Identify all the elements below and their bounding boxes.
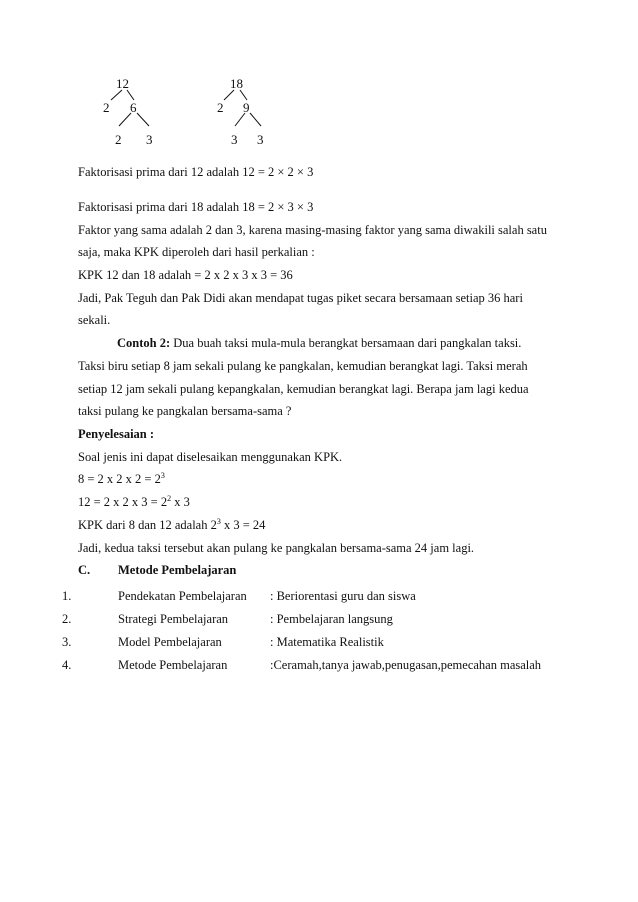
method-label: Model Pembelajaran (118, 635, 222, 649)
tree12-branch-right (127, 90, 134, 100)
fact12-line: Faktorisasi prima dari 12 adalah 12 = 2 × 2 × 3 (78, 165, 314, 179)
tree12-branch-left (111, 90, 122, 100)
method-value: :Ceramah,tanya jawab,penugasan,pemecahan masalah (270, 658, 542, 672)
contoh-text: Dua buah taksi mula-mula berangkat bersamaan dari pangkalan taksi. (170, 336, 522, 350)
jadi-line-2: sekali. (78, 313, 111, 327)
factor-tree-lines (0, 0, 638, 160)
tree18-leaf-a: 3 (231, 132, 238, 147)
tree12-mid: 6 (130, 100, 137, 115)
tree18-branch-right (240, 90, 247, 100)
jadi-line-1: Jadi, Pak Teguh dan Pak Didi akan mendapat tugas piket secara bersamaan setiap 36 hari (78, 291, 523, 305)
kpk2-tail: x 3 = 24 (220, 518, 266, 532)
method-label: Pendekatan Pembelajaran (118, 589, 247, 603)
method-value: : Beriorentasi guru dan siswa (270, 589, 416, 603)
method-number: 4. (62, 658, 72, 672)
tree18-root: 18 (230, 76, 243, 91)
method-label: Metode Pembelajaran (118, 658, 228, 672)
tree12-left: 2 (103, 100, 110, 115)
method-row (0, 613, 638, 635)
eq8-exponent: 3 (160, 471, 165, 480)
method-value: : Pembelajaran langsung (270, 612, 393, 626)
eq12-tail: x 3 (171, 495, 190, 509)
method-number: 3. (62, 635, 72, 649)
jadi-taksi-line: Jadi, kedua taksi tersebut akan pulang ke pangkalan bersama-sama 24 jam lagi. (78, 541, 475, 555)
penyelesaian-heading: Penyelesaian : (78, 427, 155, 441)
contoh-label: Contoh 2: (117, 336, 171, 350)
method-row (0, 659, 638, 681)
taksi-line-1: Taksi biru setiap 8 jam sekali pulang ke pangkalan, kemudian berangkat lagi. Taksi merah (78, 359, 528, 373)
kpk2-base: KPK dari 8 dan 12 adalah 2 (78, 518, 217, 532)
kpk-line: KPK 12 dan 18 adalah = 2 x 2 x 3 x 3 = 36 (78, 268, 293, 282)
section-title: Metode Pembelajaran (118, 563, 237, 577)
tree12-leaf-a: 2 (115, 132, 122, 147)
fact18-line: Faktorisasi prima dari 18 adalah 18 = 2 × 3 × 3 (78, 200, 314, 214)
eq8-base: 8 = 2 x 2 x 2 = 2 (78, 472, 161, 486)
tree18-mid: 9 (243, 100, 250, 115)
method-row (0, 590, 638, 612)
taksi-line-3: taksi pulang ke pangkalan bersama-sama ? (78, 404, 292, 418)
tree18-sub-right (250, 113, 261, 126)
tree12-root: 12 (116, 76, 129, 91)
contoh-line (117, 337, 521, 350)
soal-line: Soal jenis ini dapat diselesaikan menggunakan KPK. (78, 450, 343, 464)
method-number: 1. (62, 589, 72, 603)
method-value: : Matematika Realistik (270, 635, 384, 649)
faktor-line-2: saja, maka KPK diperoleh dari hasil perkalian : (78, 245, 315, 259)
eq12-line (78, 496, 190, 509)
faktor-line-1: Faktor yang sama adalah 2 dan 3, karena masing-masing faktor yang sama diwakili salah satu (78, 223, 547, 237)
kpk2-line (78, 519, 265, 532)
section-letter: C. (78, 563, 91, 577)
tree12-sub-right (137, 113, 149, 126)
tree12-leaf-b: 3 (146, 132, 153, 147)
taksi-line-2: setiap 12 jam sekali pulang kepangkalan, kemudian berangkat lagi. Berapa jam lagi kedua (78, 382, 529, 396)
method-label: Strategi Pembelajaran (118, 612, 229, 626)
eq12-base: 12 = 2 x 2 x 3 = 2 (78, 495, 168, 509)
tree18-leaf-b: 3 (257, 132, 264, 147)
tree18-left: 2 (217, 100, 224, 115)
kpk2-exponent: 3 (216, 517, 221, 526)
method-number: 2. (62, 612, 72, 626)
tree18-branch-left (224, 90, 234, 100)
eq12-exponent: 2 (167, 494, 172, 503)
eq8-line (78, 473, 165, 486)
method-row (0, 636, 638, 658)
